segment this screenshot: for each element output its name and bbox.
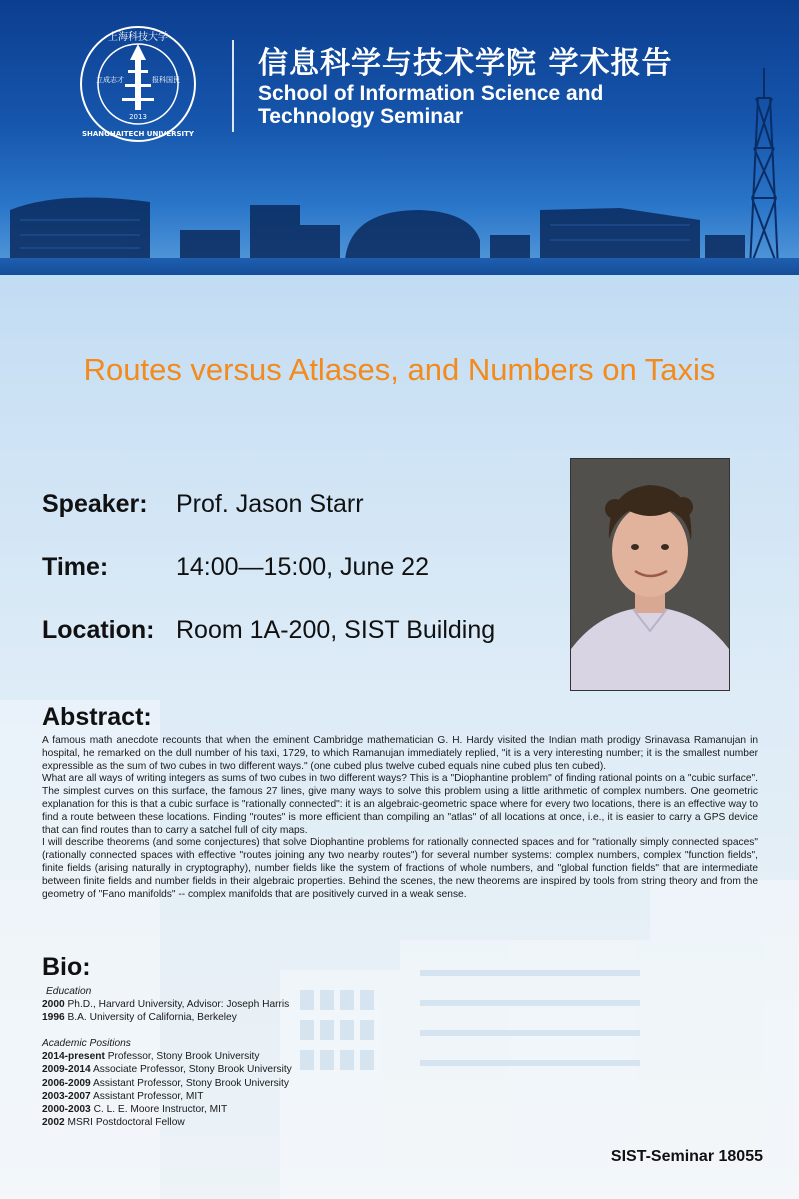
speaker-photo <box>570 458 730 691</box>
position-entry <box>42 1103 442 1116</box>
school-title-english <box>258 82 688 128</box>
time-value: 14:00—15:00, June 22 <box>176 553 429 581</box>
talk-title: Routes versus Atlases, and Numbers on Taxis <box>83 352 716 387</box>
position-text: Professor, Stony Brook University <box>107 1051 260 1063</box>
abstract-heading: Abstract: <box>42 703 152 731</box>
education-text: Ph.D., Harvard University, Advisor: Joseph Harris <box>67 999 290 1011</box>
position-years: 2006-2009 <box>42 1077 91 1089</box>
position-text: C. L. E. Moore Instructor, MIT <box>93 1103 228 1115</box>
logo-arc-text: 上海科技大学 <box>108 32 168 43</box>
position-years: 2002 <box>42 1116 65 1128</box>
position-entry <box>42 1116 442 1129</box>
university-logo <box>78 24 198 144</box>
logo-year: 2013 <box>129 113 147 121</box>
speaker-label: Speaker: <box>42 490 148 518</box>
education-text: B.A. University of California, Berkeley <box>67 1012 237 1024</box>
education-year: 2000 <box>42 999 65 1011</box>
position-years: 2000-2003 <box>42 1103 91 1115</box>
bio-spacer <box>42 1024 442 1037</box>
abstract-paragraph: What are all ways of writing integers as sums of two cubes in two different ways? This is a "Diophantine problem" of finding rational points on a "cubic surface". The simplest curves on this surface, the famous 27 lines, give many ways to solve this problem using a little arithmetic of complex numbers. One geometric explanation for this is that a cubic surface is "rationally connected": it is an algebraic-geometric space where for every two locations, there is an effective way to find a route between these locations. Finding "routes" is more efficient than compiling an "atlas" of all locations at once, i.e., it is easier to carry a GPS device that can find routes than to carry a satchel full of city maps. <box>42 773 758 836</box>
position-years: 2014-present <box>42 1051 105 1063</box>
position-text: Associate Professor, Stony Brook University <box>93 1064 292 1076</box>
school-title-english-line2: Technology Seminar <box>258 105 463 128</box>
time-label: Time: <box>42 553 109 581</box>
position-text: Assistant Professor, Stony Brook University <box>93 1077 289 1089</box>
position-entry <box>42 1063 442 1076</box>
logo-motto-right: 报科国民 <box>152 76 180 84</box>
abstract-text <box>42 735 758 901</box>
school-title-english-line1: School of Information Science and <box>258 82 604 105</box>
speaker-row <box>42 490 364 519</box>
location-value: Room 1A-200, SIST Building <box>176 616 496 644</box>
header-divider <box>232 40 234 132</box>
education-label: Education <box>46 986 92 997</box>
position-entry <box>42 1050 442 1063</box>
speaker-name: Prof. Jason Starr <box>176 490 364 518</box>
location-label: Location: <box>42 616 155 644</box>
education-entry <box>42 1011 442 1024</box>
logo-bottom-text: SHANGHAITECH UNIVERSITY <box>81 130 195 138</box>
positions-label: Academic Positions <box>42 1038 131 1050</box>
header-banner <box>0 0 799 275</box>
position-years: 2009-2014 <box>42 1064 91 1076</box>
location-row <box>42 616 495 645</box>
abstract-paragraph: I will describe theorems (and some conjectures) that solve Diophantine problems for rationally connected spaces and for "rationally simply connected spaces" (rationally connected spaces with effective "routes joining any two nearby routes") for several number systems: complex numbers, complex "function fields", finite fields (arising naturally in cryptography), number fields like the system of fractions of whole numbers, and "global function fields" that are intermediate between finite fields and number fields in their algebraic properties. Behind the scenes, the new theorems are inspired by tools from string theory and from the geometry of "Fano manifolds" -- complex manifolds that are positively curved in a weak sense. <box>42 837 758 900</box>
time-row <box>42 553 429 582</box>
school-title-chinese: 信息科学与技术学院 学术报告 <box>258 46 673 81</box>
header-bottom-band <box>0 258 799 275</box>
position-entry <box>42 1077 442 1090</box>
campus-skyline-illustration <box>0 180 799 270</box>
bio-heading: Bio: <box>42 953 91 981</box>
bio-details <box>42 985 442 1129</box>
position-years: 2003-2007 <box>42 1090 91 1102</box>
seminar-id: SIST-Seminar 18055 <box>610 1148 763 1165</box>
speaker-portrait-icon <box>571 459 729 690</box>
education-entry <box>42 998 442 1011</box>
position-entry <box>42 1090 442 1103</box>
education-year: 1996 <box>42 1012 65 1024</box>
abstract-paragraph: A famous math anecdote recounts that when the eminent Cambridge mathematician G. H. Hardy visited the Indian math prodigy Srinavasa Ramanujan in hospital, he remarked on the dull number of his taxi, 1729, to which Ramanujan immediately replied, "it is a very interesting number; it is the smallest number expressible as the sum of two cubes in two different ways." (one cubed plus twelve cubed equals nine cubed plus ten cubed). <box>42 735 758 772</box>
logo-motto-left: 立成志才 <box>96 76 124 84</box>
position-text: Assistant Professor, MIT <box>93 1090 204 1102</box>
position-text: MSRI Postdoctoral Fellow <box>67 1116 185 1128</box>
